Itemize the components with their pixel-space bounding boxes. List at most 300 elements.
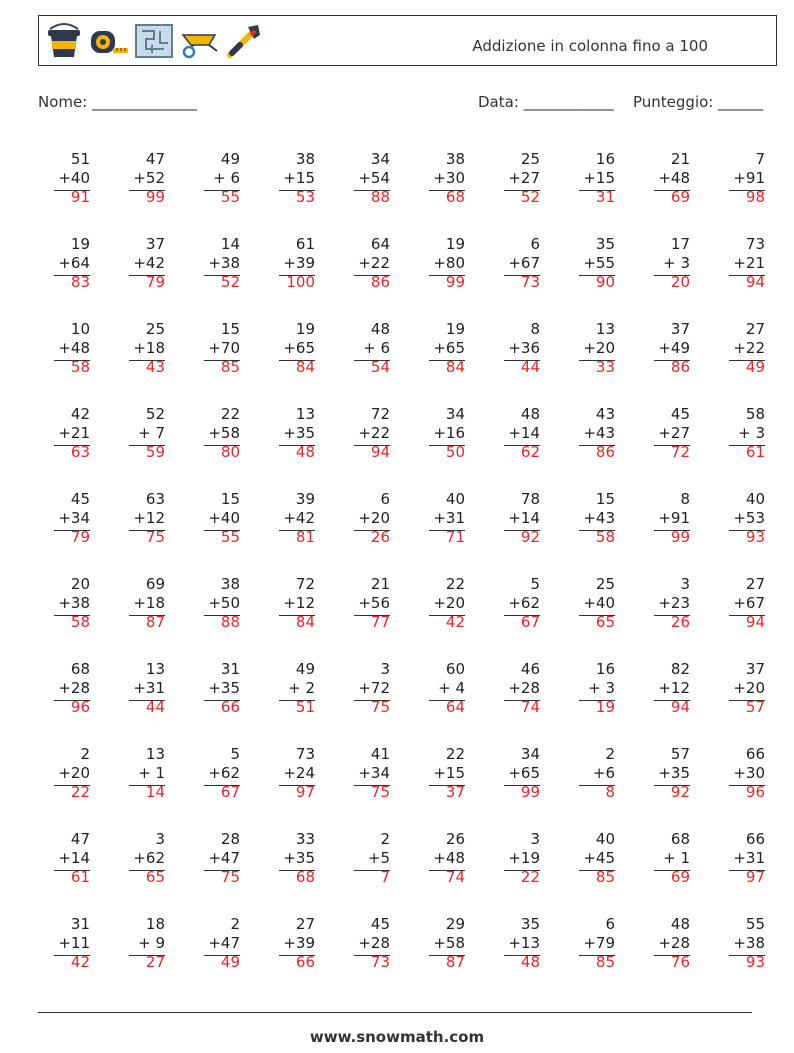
addend-bottom: + 1 bbox=[138, 764, 165, 782]
addend-bottom: +47 bbox=[208, 849, 240, 867]
answer: 58 bbox=[595, 528, 615, 546]
answer: 92 bbox=[670, 783, 690, 801]
answer: 65 bbox=[145, 868, 165, 886]
answer: 73 bbox=[370, 953, 390, 971]
addend-top: 22 bbox=[220, 405, 240, 423]
answer: 53 bbox=[295, 188, 315, 206]
problem bbox=[115, 575, 165, 633]
addend-top: 39 bbox=[295, 490, 315, 508]
addend-top: 47 bbox=[70, 830, 90, 848]
addend-top: 64 bbox=[370, 235, 390, 253]
addend-top: 38 bbox=[445, 150, 465, 168]
addend-bottom: +27 bbox=[508, 169, 540, 187]
addend-bottom: +65 bbox=[508, 764, 540, 782]
problem bbox=[490, 405, 540, 463]
addend-top: 2 bbox=[230, 915, 240, 933]
addend-bottom: +35 bbox=[283, 424, 315, 442]
addend-top: 27 bbox=[745, 575, 765, 593]
problem bbox=[565, 575, 615, 633]
name-field: Nome: ______________ bbox=[38, 93, 198, 111]
answer: 73 bbox=[520, 273, 540, 291]
addend-top: 27 bbox=[745, 320, 765, 338]
addend-bottom: +49 bbox=[658, 339, 690, 357]
answer: 61 bbox=[70, 868, 90, 886]
problem bbox=[190, 745, 240, 803]
answer: 54 bbox=[370, 358, 390, 376]
problem bbox=[415, 405, 465, 463]
answer: 84 bbox=[295, 613, 315, 631]
addend-top: 60 bbox=[445, 660, 465, 678]
problem bbox=[115, 915, 165, 973]
answer: 58 bbox=[70, 358, 90, 376]
problem bbox=[190, 830, 240, 888]
addend-bottom: +70 bbox=[208, 339, 240, 357]
answer: 37 bbox=[445, 783, 465, 801]
answer: 86 bbox=[670, 358, 690, 376]
answer: 99 bbox=[445, 273, 465, 291]
problem bbox=[190, 490, 240, 548]
problem bbox=[565, 660, 615, 718]
problem bbox=[490, 575, 540, 633]
problem bbox=[265, 660, 315, 718]
addend-bottom: +20 bbox=[58, 764, 90, 782]
addend-bottom: +67 bbox=[508, 254, 540, 272]
addend-top: 51 bbox=[70, 150, 90, 168]
answer: 76 bbox=[670, 953, 690, 971]
addend-bottom: +22 bbox=[358, 424, 390, 442]
addend-bottom: +62 bbox=[508, 594, 540, 612]
addend-bottom: +24 bbox=[283, 764, 315, 782]
answer: 91 bbox=[70, 188, 90, 206]
answer: 42 bbox=[445, 613, 465, 631]
addend-top: 42 bbox=[70, 405, 90, 423]
problem bbox=[490, 660, 540, 718]
problem bbox=[190, 235, 240, 293]
addend-top: 45 bbox=[70, 490, 90, 508]
addend-bottom: +12 bbox=[283, 594, 315, 612]
problem bbox=[115, 405, 165, 463]
problem bbox=[40, 235, 90, 293]
addend-top: 40 bbox=[745, 490, 765, 508]
addend-top: 38 bbox=[295, 150, 315, 168]
problem bbox=[490, 745, 540, 803]
addend-bottom: +20 bbox=[433, 594, 465, 612]
problem bbox=[565, 320, 615, 378]
wheelbarrow-icon bbox=[179, 21, 219, 61]
addend-top: 45 bbox=[670, 405, 690, 423]
addend-bottom: +39 bbox=[283, 934, 315, 952]
problem bbox=[415, 150, 465, 208]
problem bbox=[415, 745, 465, 803]
answer: 94 bbox=[745, 273, 765, 291]
addend-bottom: + 6 bbox=[213, 169, 240, 187]
answer: 75 bbox=[145, 528, 165, 546]
addend-top: 5 bbox=[530, 575, 540, 593]
answer: 88 bbox=[220, 613, 240, 631]
answer: 85 bbox=[220, 358, 240, 376]
addend-bottom: +35 bbox=[208, 679, 240, 697]
problem bbox=[565, 745, 615, 803]
answer: 85 bbox=[595, 868, 615, 886]
addend-bottom: +14 bbox=[58, 849, 90, 867]
answer: 99 bbox=[520, 783, 540, 801]
addend-top: 15 bbox=[220, 320, 240, 338]
answer: 93 bbox=[745, 953, 765, 971]
date-field: Data: ____________ bbox=[478, 93, 614, 111]
problem bbox=[640, 490, 690, 548]
problem bbox=[190, 150, 240, 208]
addend-top: 73 bbox=[745, 235, 765, 253]
addend-top: 14 bbox=[220, 235, 240, 253]
addend-top: 2 bbox=[605, 745, 615, 763]
problem bbox=[340, 490, 390, 548]
answer: 93 bbox=[745, 528, 765, 546]
addend-bottom: +54 bbox=[358, 169, 390, 187]
addend-top: 43 bbox=[595, 405, 615, 423]
answer: 66 bbox=[295, 953, 315, 971]
answer: 81 bbox=[295, 528, 315, 546]
answer: 26 bbox=[670, 613, 690, 631]
problem bbox=[715, 405, 765, 463]
addend-top: 33 bbox=[295, 830, 315, 848]
addend-top: 29 bbox=[445, 915, 465, 933]
addend-top: 19 bbox=[445, 320, 465, 338]
answer: 20 bbox=[670, 273, 690, 291]
addend-top: 48 bbox=[520, 405, 540, 423]
addend-top: 31 bbox=[70, 915, 90, 933]
addend-top: 68 bbox=[670, 830, 690, 848]
maze-blueprint-icon bbox=[134, 21, 174, 61]
problem bbox=[265, 830, 315, 888]
addend-top: 34 bbox=[445, 405, 465, 423]
answer: 27 bbox=[145, 953, 165, 971]
problem bbox=[340, 660, 390, 718]
answer: 69 bbox=[670, 188, 690, 206]
problem bbox=[340, 405, 390, 463]
problem bbox=[340, 745, 390, 803]
addend-bottom: +22 bbox=[733, 339, 765, 357]
answer: 87 bbox=[145, 613, 165, 631]
answer: 79 bbox=[145, 273, 165, 291]
addend-bottom: +79 bbox=[583, 934, 615, 952]
problem bbox=[115, 490, 165, 548]
addend-bottom: +31 bbox=[133, 679, 165, 697]
addend-bottom: +43 bbox=[583, 424, 615, 442]
answer: 86 bbox=[370, 273, 390, 291]
addend-bottom: +55 bbox=[583, 254, 615, 272]
addend-top: 6 bbox=[605, 915, 615, 933]
addend-top: 69 bbox=[145, 575, 165, 593]
answer: 31 bbox=[595, 188, 615, 206]
problem bbox=[490, 320, 540, 378]
answer: 44 bbox=[520, 358, 540, 376]
problem bbox=[340, 320, 390, 378]
addend-bottom: +12 bbox=[133, 509, 165, 527]
addend-bottom: +58 bbox=[208, 424, 240, 442]
addend-bottom: +16 bbox=[433, 424, 465, 442]
answer: 7 bbox=[380, 868, 390, 886]
problem bbox=[640, 830, 690, 888]
addend-bottom: +50 bbox=[208, 594, 240, 612]
answer: 84 bbox=[295, 358, 315, 376]
answer: 75 bbox=[220, 868, 240, 886]
addend-bottom: +34 bbox=[358, 764, 390, 782]
answer: 77 bbox=[370, 613, 390, 631]
addend-top: 63 bbox=[145, 490, 165, 508]
addend-top: 73 bbox=[295, 745, 315, 763]
answer: 14 bbox=[145, 783, 165, 801]
addend-top: 37 bbox=[145, 235, 165, 253]
addend-top: 37 bbox=[670, 320, 690, 338]
addend-top: 6 bbox=[530, 235, 540, 253]
answer: 75 bbox=[370, 698, 390, 716]
addend-top: 35 bbox=[595, 235, 615, 253]
addend-bottom: +28 bbox=[658, 934, 690, 952]
answer: 59 bbox=[145, 443, 165, 461]
header-icons bbox=[44, 21, 264, 61]
problem bbox=[340, 575, 390, 633]
problem bbox=[40, 405, 90, 463]
addend-top: 57 bbox=[670, 745, 690, 763]
addend-top: 21 bbox=[370, 575, 390, 593]
addend-bottom: +45 bbox=[583, 849, 615, 867]
answer: 74 bbox=[445, 868, 465, 886]
answer: 71 bbox=[445, 528, 465, 546]
problem bbox=[190, 405, 240, 463]
answer: 42 bbox=[70, 953, 90, 971]
problem bbox=[565, 235, 615, 293]
answer: 44 bbox=[145, 698, 165, 716]
problem bbox=[190, 660, 240, 718]
answer: 65 bbox=[595, 613, 615, 631]
problem bbox=[190, 575, 240, 633]
answer: 83 bbox=[70, 273, 90, 291]
addend-bottom: +62 bbox=[133, 849, 165, 867]
answer: 19 bbox=[595, 698, 615, 716]
problem bbox=[640, 575, 690, 633]
addend-top: 55 bbox=[745, 915, 765, 933]
addend-top: 49 bbox=[295, 660, 315, 678]
addend-bottom: +35 bbox=[658, 764, 690, 782]
answer: 57 bbox=[745, 698, 765, 716]
problem bbox=[40, 320, 90, 378]
problem bbox=[490, 150, 540, 208]
addend-top: 48 bbox=[670, 915, 690, 933]
addend-top: 27 bbox=[295, 915, 315, 933]
addend-bottom: +28 bbox=[58, 679, 90, 697]
answer: 72 bbox=[670, 443, 690, 461]
addend-top: 58 bbox=[745, 405, 765, 423]
addend-top: 16 bbox=[595, 150, 615, 168]
addend-top: 3 bbox=[680, 575, 690, 593]
problem bbox=[265, 915, 315, 973]
answer: 48 bbox=[295, 443, 315, 461]
problem bbox=[565, 915, 615, 973]
answer: 50 bbox=[445, 443, 465, 461]
problem bbox=[340, 150, 390, 208]
answer: 33 bbox=[595, 358, 615, 376]
addend-top: 46 bbox=[520, 660, 540, 678]
footer-divider bbox=[38, 1012, 752, 1013]
problem bbox=[265, 575, 315, 633]
answer: 96 bbox=[745, 783, 765, 801]
addend-top: 34 bbox=[520, 745, 540, 763]
addend-top: 66 bbox=[745, 745, 765, 763]
problem bbox=[490, 235, 540, 293]
addend-top: 34 bbox=[370, 150, 390, 168]
addend-bottom: +6 bbox=[592, 764, 615, 782]
problem bbox=[565, 405, 615, 463]
addend-top: 2 bbox=[80, 745, 90, 763]
addend-bottom: +48 bbox=[433, 849, 465, 867]
answer: 97 bbox=[295, 783, 315, 801]
addend-top: 37 bbox=[745, 660, 765, 678]
addend-bottom: +15 bbox=[583, 169, 615, 187]
addend-bottom: +64 bbox=[58, 254, 90, 272]
addend-bottom: +38 bbox=[58, 594, 90, 612]
problem bbox=[40, 745, 90, 803]
problem bbox=[40, 150, 90, 208]
addend-bottom: + 2 bbox=[288, 679, 315, 697]
answer: 80 bbox=[220, 443, 240, 461]
answer: 99 bbox=[670, 528, 690, 546]
addend-bottom: + 4 bbox=[438, 679, 465, 697]
answer: 8 bbox=[605, 783, 615, 801]
answer: 52 bbox=[220, 273, 240, 291]
addend-bottom: +18 bbox=[133, 594, 165, 612]
addend-top: 19 bbox=[295, 320, 315, 338]
answer: 98 bbox=[745, 188, 765, 206]
addend-bottom: +19 bbox=[508, 849, 540, 867]
problem bbox=[415, 575, 465, 633]
addend-top: 13 bbox=[595, 320, 615, 338]
addend-bottom: +11 bbox=[58, 934, 90, 952]
problem bbox=[115, 235, 165, 293]
addend-top: 8 bbox=[530, 320, 540, 338]
problem bbox=[115, 150, 165, 208]
addend-top: 82 bbox=[670, 660, 690, 678]
problem bbox=[415, 320, 465, 378]
answer: 67 bbox=[220, 783, 240, 801]
answer: 90 bbox=[595, 273, 615, 291]
addend-bottom: +28 bbox=[508, 679, 540, 697]
addend-bottom: +65 bbox=[433, 339, 465, 357]
problem bbox=[640, 745, 690, 803]
problem bbox=[340, 235, 390, 293]
addend-bottom: +35 bbox=[283, 849, 315, 867]
problem bbox=[40, 575, 90, 633]
addend-bottom: +15 bbox=[283, 169, 315, 187]
addend-top: 3 bbox=[155, 830, 165, 848]
addend-top: 19 bbox=[445, 235, 465, 253]
answer: 86 bbox=[595, 443, 615, 461]
problem bbox=[640, 320, 690, 378]
addend-top: 28 bbox=[220, 830, 240, 848]
addend-top: 40 bbox=[595, 830, 615, 848]
addend-bottom: +23 bbox=[658, 594, 690, 612]
problem bbox=[340, 915, 390, 973]
addend-bottom: +56 bbox=[358, 594, 390, 612]
problem bbox=[715, 830, 765, 888]
answer: 97 bbox=[745, 868, 765, 886]
addend-bottom: +15 bbox=[433, 764, 465, 782]
problem bbox=[415, 235, 465, 293]
addend-top: 3 bbox=[380, 660, 390, 678]
answer: 96 bbox=[70, 698, 90, 716]
answer: 63 bbox=[70, 443, 90, 461]
addend-top: 20 bbox=[70, 575, 90, 593]
answer: 87 bbox=[445, 953, 465, 971]
addend-bottom: +91 bbox=[733, 169, 765, 187]
addend-top: 31 bbox=[220, 660, 240, 678]
answer: 52 bbox=[520, 188, 540, 206]
addend-top: 13 bbox=[145, 745, 165, 763]
addend-top: 66 bbox=[745, 830, 765, 848]
problem bbox=[340, 830, 390, 888]
problem bbox=[715, 490, 765, 548]
problem bbox=[715, 745, 765, 803]
addend-bottom: +36 bbox=[508, 339, 540, 357]
addend-bottom: + 6 bbox=[363, 339, 390, 357]
problem bbox=[640, 150, 690, 208]
addend-bottom: +34 bbox=[58, 509, 90, 527]
addend-bottom: +31 bbox=[733, 849, 765, 867]
addend-bottom: +38 bbox=[208, 254, 240, 272]
addend-top: 45 bbox=[370, 915, 390, 933]
addend-bottom: +62 bbox=[208, 764, 240, 782]
problem bbox=[640, 235, 690, 293]
addend-top: 48 bbox=[370, 320, 390, 338]
answer: 55 bbox=[220, 528, 240, 546]
problem bbox=[490, 490, 540, 548]
addend-bottom: +72 bbox=[358, 679, 390, 697]
header-box bbox=[38, 15, 777, 66]
addend-bottom: +28 bbox=[358, 934, 390, 952]
answer: 94 bbox=[745, 613, 765, 631]
addend-top: 5 bbox=[230, 745, 240, 763]
addend-top: 13 bbox=[295, 405, 315, 423]
addend-bottom: +12 bbox=[658, 679, 690, 697]
answer: 99 bbox=[145, 188, 165, 206]
addend-bottom: +47 bbox=[208, 934, 240, 952]
problem bbox=[715, 660, 765, 718]
answer: 79 bbox=[70, 528, 90, 546]
addend-top: 40 bbox=[445, 490, 465, 508]
addend-top: 19 bbox=[70, 235, 90, 253]
addend-bottom: +65 bbox=[283, 339, 315, 357]
addend-top: 15 bbox=[220, 490, 240, 508]
addend-top: 7 bbox=[755, 150, 765, 168]
answer: 48 bbox=[520, 953, 540, 971]
addend-top: 16 bbox=[595, 660, 615, 678]
problem bbox=[565, 490, 615, 548]
problem bbox=[115, 320, 165, 378]
addend-bottom: +18 bbox=[133, 339, 165, 357]
addend-bottom: +27 bbox=[658, 424, 690, 442]
addend-bottom: +21 bbox=[733, 254, 765, 272]
addend-top: 41 bbox=[370, 745, 390, 763]
problem bbox=[265, 490, 315, 548]
problem bbox=[640, 405, 690, 463]
answer: 75 bbox=[370, 783, 390, 801]
addend-bottom: + 1 bbox=[663, 849, 690, 867]
problem bbox=[415, 490, 465, 548]
addend-top: 25 bbox=[520, 150, 540, 168]
problem bbox=[565, 150, 615, 208]
answer: 22 bbox=[70, 783, 90, 801]
problem bbox=[115, 660, 165, 718]
addend-top: 52 bbox=[145, 405, 165, 423]
